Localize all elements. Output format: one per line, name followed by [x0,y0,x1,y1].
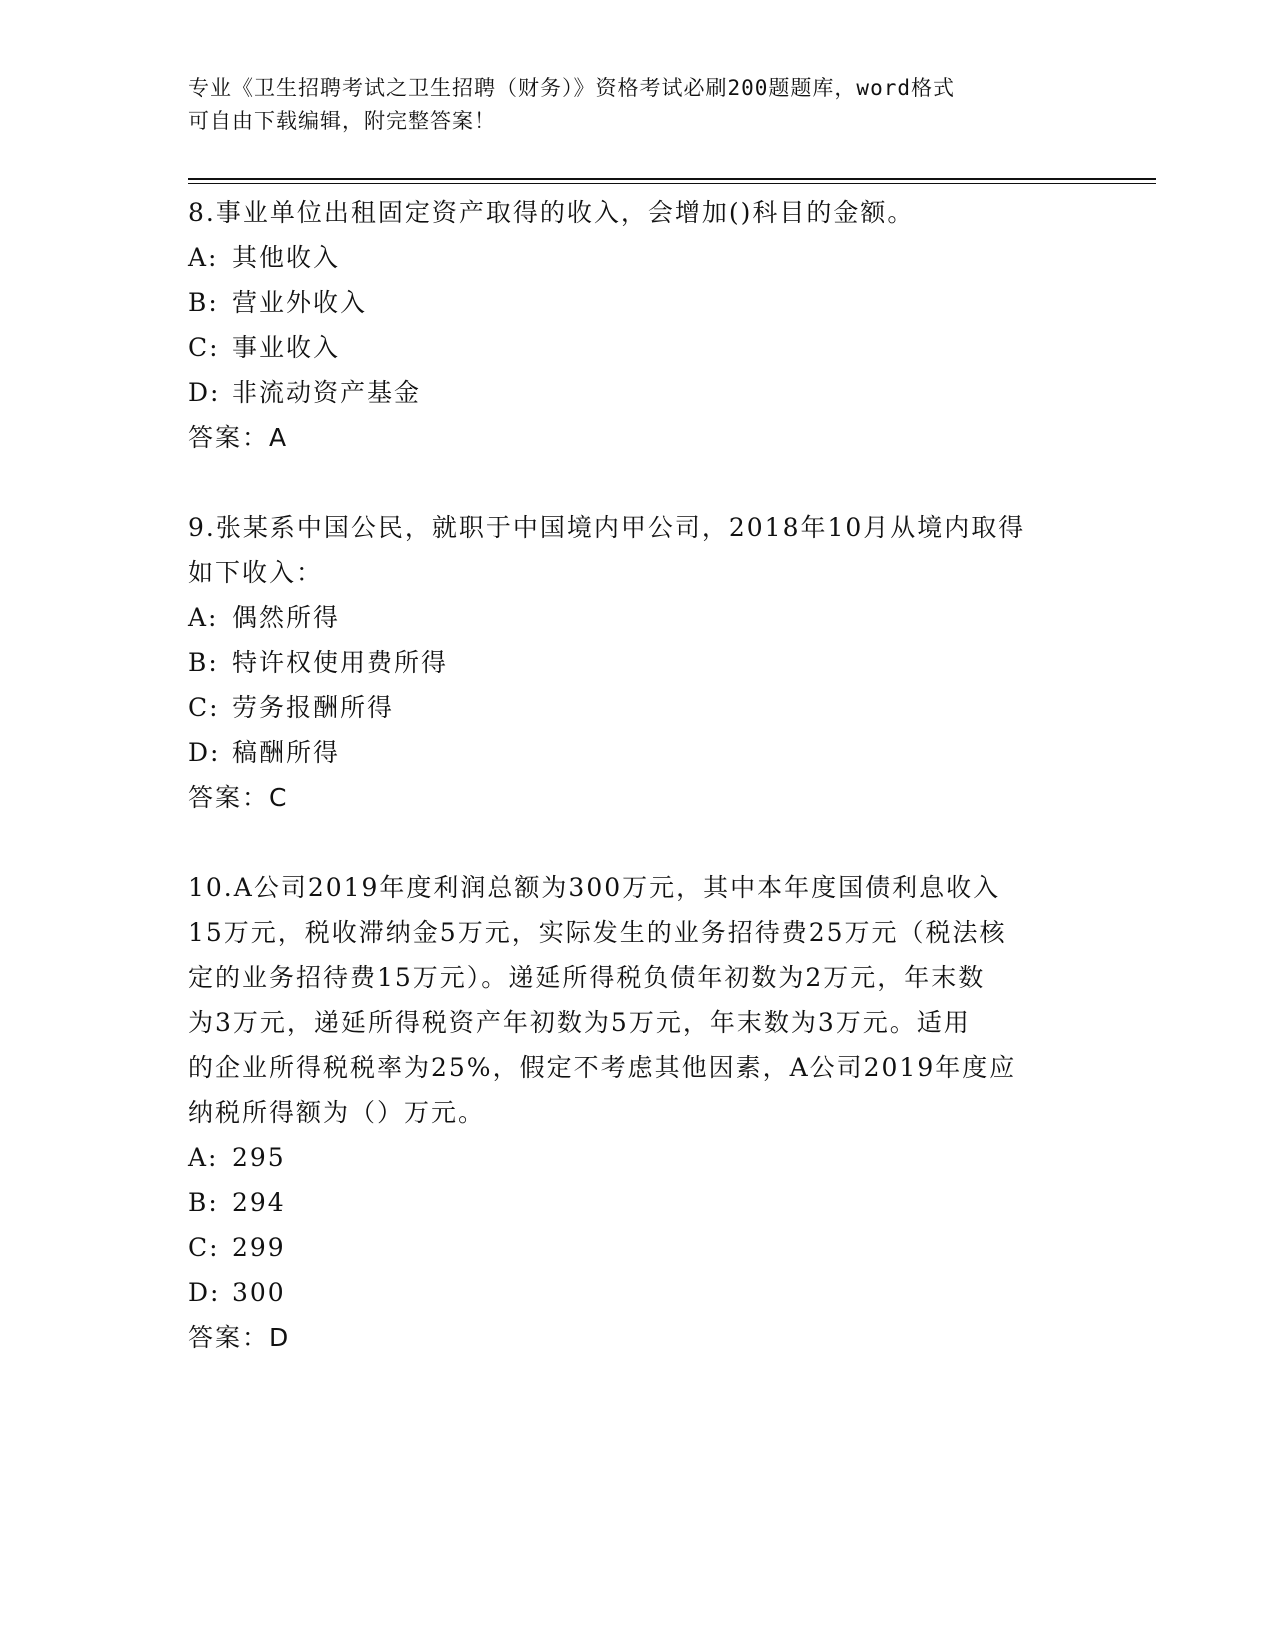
option-key: A: [188,1143,219,1172]
stem-line: 8.事业单位出租固定资产取得的收入，会增加()科目的金额。 [188,198,915,227]
option-text: 事业收入 [232,333,341,362]
question-list [188,190,1088,1405]
option-key: A: [188,603,219,632]
option-text: 特许权使用费所得 [232,648,449,677]
option-key: D: [188,378,221,407]
answer-line: 答案：C [188,783,289,812]
option-c [188,685,1088,730]
stem-line: 9.张某系中国公民，就职于中国境内甲公司，2018年10月从境内取得 [188,513,1026,542]
option-a [188,595,1088,640]
option-key: A: [188,243,219,272]
option-text: 稿酬所得 [232,738,341,767]
stem-line: 15万元，税收滞纳金5万元，实际发生的业务招待费25万元（税法核 [188,918,1007,947]
question-9 [188,505,1088,820]
option-text: 劳务报酬所得 [232,693,395,722]
question-stem [188,865,1088,1135]
option-d [188,370,1088,415]
option-key: B: [188,648,219,677]
stem-line: 的企业所得税税率为25%，假定不考虑其他因素，A公司2019年度应 [188,1053,1017,1082]
question-10 [188,865,1088,1360]
option-text: 偶然所得 [232,603,341,632]
option-text: 294 [232,1188,286,1217]
stem-line: 纳税所得额为（）万元。 [188,1098,486,1127]
question-stem [188,190,1088,235]
option-key: C: [188,1233,220,1262]
header-divider-thin [188,183,1156,184]
option-c [188,1225,1088,1270]
answer-line: 答案：D [188,1323,291,1352]
option-text: 299 [232,1233,286,1262]
option-a [188,235,1088,280]
stem-line: 定的业务招待费15万元）。递延所得税负债年初数为2万元，年末数 [188,963,986,992]
option-key: C: [188,693,220,722]
option-d [188,730,1088,775]
option-text: 营业外收入 [232,288,368,317]
option-a [188,1135,1088,1180]
option-d [188,1270,1088,1315]
option-b [188,640,1088,685]
header-line-1: 专业《卫生招聘考试之卫生招聘（财务）》资格考试必刷200题题库，word格式 [188,76,955,100]
option-key: D: [188,738,221,767]
stem-line: 10.A公司2019年度利润总额为300万元，其中本年度国债利息收入 [188,873,1001,902]
answer-line: 答案：A [188,423,289,452]
option-text: 非流动资产基金 [232,378,422,407]
question-8 [188,190,1088,460]
stem-line: 如下收入： [188,558,324,587]
header-line-2: 可自由下载编辑，附完整答案！ [188,109,496,133]
document-header [188,72,1088,138]
option-text: 295 [232,1143,286,1172]
header-divider-thick [188,178,1156,180]
option-b [188,280,1088,325]
stem-line: 为3万元，递延所得税资产年初数为5万元，年末数为3万元。适用 [188,1008,971,1037]
option-key: B: [188,1188,219,1217]
option-key: D: [188,1278,221,1307]
option-text: 300 [232,1278,286,1307]
option-key: C: [188,333,220,362]
option-b [188,1180,1088,1225]
option-key: B: [188,288,219,317]
option-text: 其他收入 [232,243,341,272]
question-stem [188,505,1088,595]
option-c [188,325,1088,370]
